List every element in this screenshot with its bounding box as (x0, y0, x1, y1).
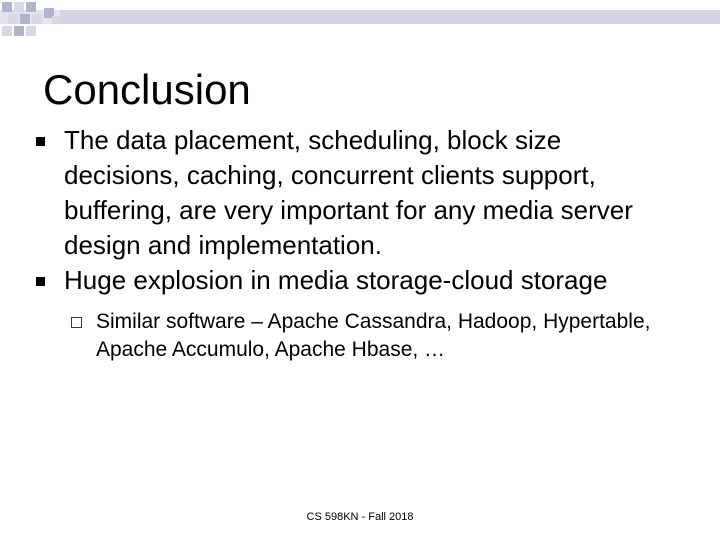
slide-title: Conclusion (43, 66, 251, 113)
decoration-square (26, 2, 36, 12)
hollow-square-bullet-icon (71, 317, 82, 328)
decoration-square (2, 26, 12, 36)
header-strip-shade (60, 10, 720, 24)
bullet-text: Huge explosion in media storage-cloud storage (64, 265, 608, 295)
slide-footer: CS 598KN - Fall 2018 (306, 511, 414, 523)
decoration-square (14, 26, 24, 36)
decoration-square (2, 2, 12, 12)
square-bullet-icon (36, 277, 45, 286)
sub-bullet-item (0, 308, 720, 364)
decoration-square (14, 2, 24, 12)
decoration-square (20, 14, 30, 24)
decoration-square (8, 14, 18, 24)
decoration-square (52, 16, 60, 24)
decoration-square (26, 26, 36, 36)
bullet-item (0, 263, 720, 298)
bullet-item (0, 123, 720, 263)
header-decoration (0, 0, 720, 50)
sub-bullet-text: Similar software – Apache Cassandra, Hadoop, Hypertable, Apache Accumulo, Apache Hbase, … (96, 310, 651, 361)
decoration-square (32, 14, 42, 24)
bullet-text: The data placement, scheduling, block size decisions, caching, concurrent clients support, buffering, are very important for any media server design and implementation. (64, 125, 633, 260)
square-bullet-icon (36, 137, 45, 146)
bullet-list (0, 123, 720, 364)
